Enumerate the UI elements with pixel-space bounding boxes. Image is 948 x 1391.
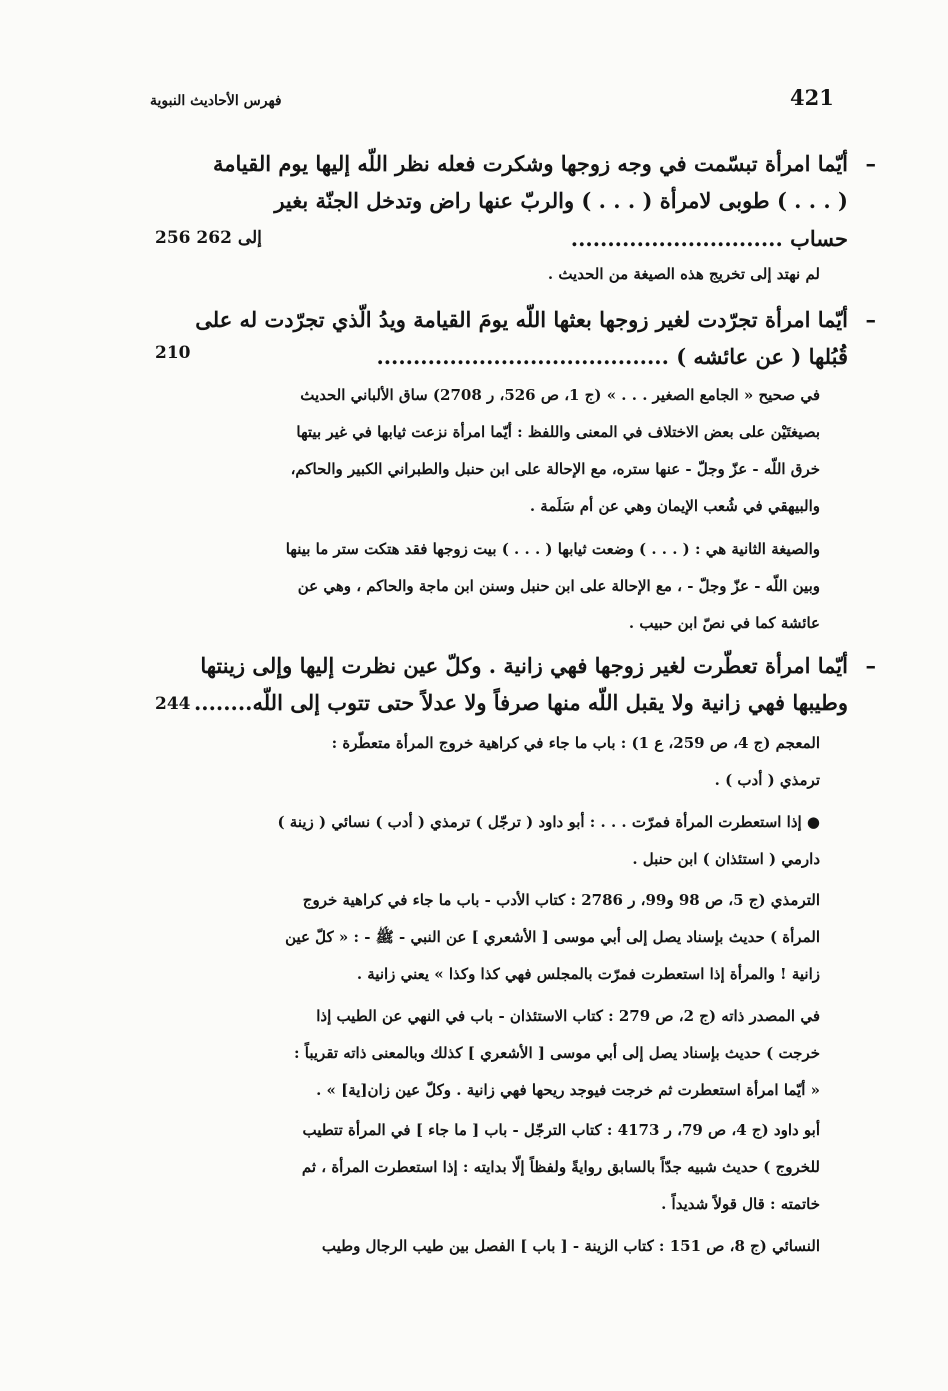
footnote-block: [130, 1228, 820, 1265]
page-number: 421: [790, 85, 834, 110]
hadith-line: أيّما امرأة تبسّمت في وجه زوجها وشكرت فعله نظر اللّه إليها يوم القيامة: [212, 151, 848, 176]
note-line: في صحيح « الجامع الصغير . . . » (ج 1، ص 526، ر 2708) ساق الألباني الحديث: [300, 386, 820, 404]
note-line: خرجت ) حديث بإسناد يصل إلى أبي موسى [ الأشعري ] كذلك وبالمعنى ذاته تقريباً :: [294, 1044, 820, 1062]
footnote-block: [130, 882, 820, 993]
footnote-block: [130, 804, 820, 878]
note-line: دارمي ( استئذان ) ابن حنبل .: [632, 850, 820, 868]
note-line: « أيّما امرأة استعطرت ثم خرجت فيوجد ريحها فهي زانية . وكلّ عين زان[ية] » .: [316, 1081, 820, 1099]
note-line: للخروج ) حديث شبيه جدّاً بالسابق روايةً ولفظاً إلّا بدايته : إذا استعطرت المرأة ، ثم: [301, 1158, 820, 1176]
note-line: والبيهقي في شُعب الإيمان وهي عن أم سَلَمة .: [529, 497, 820, 515]
note-line: لم نهتد إلى تخريج هذه الصيغة من الحديث .: [547, 265, 820, 283]
footnote-block: [130, 1112, 820, 1223]
note-line: زانية ! والمرأة إذا استعطرت فمرّت بالمجلس فهي كذا وكذا » يعني زانية .: [356, 965, 820, 983]
note-line: المرأة ) حديث بإسناد يصل إلى أبي موسى [ الأشعري ] عن النبي - ﷺ - : « كلّ عين: [285, 928, 820, 946]
page-reference: 244: [155, 694, 191, 714]
note-line: الترمذي (ج 5، ص 98 و99، ر 2786 : كتاب الأدب - باب ما جاء في كراهية خروج: [302, 891, 820, 909]
footnote-block: [130, 256, 820, 293]
hadith-line: قُبُلها ( عن عائشه ) ........................................: [376, 344, 848, 369]
note-line: والصيغة الثانية هي : ( . . . ) وضعت ثيابها ( . . . ) بيت زوجها فقد هتكت ستر ما بينها: [285, 540, 820, 558]
note-line: أبو داود (ج 4، ص 79، ر 4173 : كتاب الترجّل - باب [ ما جاء ] في المرأة تتطيب: [302, 1121, 820, 1139]
note-line: عائشة كما في نصّ ابن حبيب .: [628, 614, 820, 632]
note-line: المعجم (ج 4، ص 259، ع 1) : باب ما جاء في كراهية خروج المرأة متعطّرة :: [331, 734, 820, 752]
page-reference: 256 إلى 262: [155, 228, 262, 248]
page-reference: 210: [155, 343, 191, 363]
footnote-block: [130, 531, 820, 642]
hadith-line: أيّما امرأة تجرّدت لغير زوجها بعثها اللّه يومَ القيامة ويدُ الّذي تجرّدت له على: [195, 307, 848, 332]
entry-dash: –: [865, 307, 876, 332]
hadith-line: حساب .............................: [570, 226, 848, 251]
note-line: في المصدر ذاته (ج 2، ص 279 : كتاب الاستئذان - باب في النهي عن الطيب إذا: [316, 1007, 820, 1025]
note-line: خرق اللّه - عزّ وجلّ - عنها ستره، مع الإحالة على ابن حنبل والطبراني الكبير والحاكم،: [290, 460, 820, 478]
note-line: ترمذي ( أدب ) .: [714, 771, 820, 789]
hadith-line: ( . . . ) طوبى لامرأة ( . . . ) والربّ عنها راض وتدخل الجنّة بغير: [274, 188, 848, 213]
footnote-block: [130, 998, 820, 1109]
note-line: النسائي (ج 8، ص 151 : كتاب الزينة - [ باب ] الفصل بين طيب الرجال وطيب: [321, 1237, 820, 1255]
note-line: ● إذا استعطرت المرأة فمرّت . . . : أبو داود ( ترجّل ) ترمذي ( أدب ) نسائي ( زينة ): [277, 813, 820, 831]
footnote-block: [130, 725, 820, 799]
hadith-line: أيّما امرأة تعطّرت لغير زوجها فهي زانية . وكلّ عين نظرت إليها وإلى زينتها: [200, 653, 848, 678]
hadith-line: وطيبها فهي زانية ولا يقبل اللّه منها صرفاً ولا عدلاً حتى تتوب إلى اللّه........: [193, 690, 848, 715]
running-header-title: فهرس الأحاديث النبوية: [150, 93, 282, 109]
footnote-block: [130, 377, 820, 525]
note-line: بصيغتَيْن على بعض الاختلاف في المعنى واللفظ : أيّما امرأة نزعت ثيابها في غير بيتها: [296, 423, 820, 441]
note-line: وبين اللّه - عزّ وجلّ - ، مع الإحالة على ابن حنبل وسنن ابن ماجة والحاكم ، وهي عن: [297, 577, 820, 595]
entry-dash: –: [865, 653, 876, 678]
entry-dash: –: [865, 151, 876, 176]
note-line: خاتمته : قال قولاً شديداً .: [661, 1195, 820, 1213]
